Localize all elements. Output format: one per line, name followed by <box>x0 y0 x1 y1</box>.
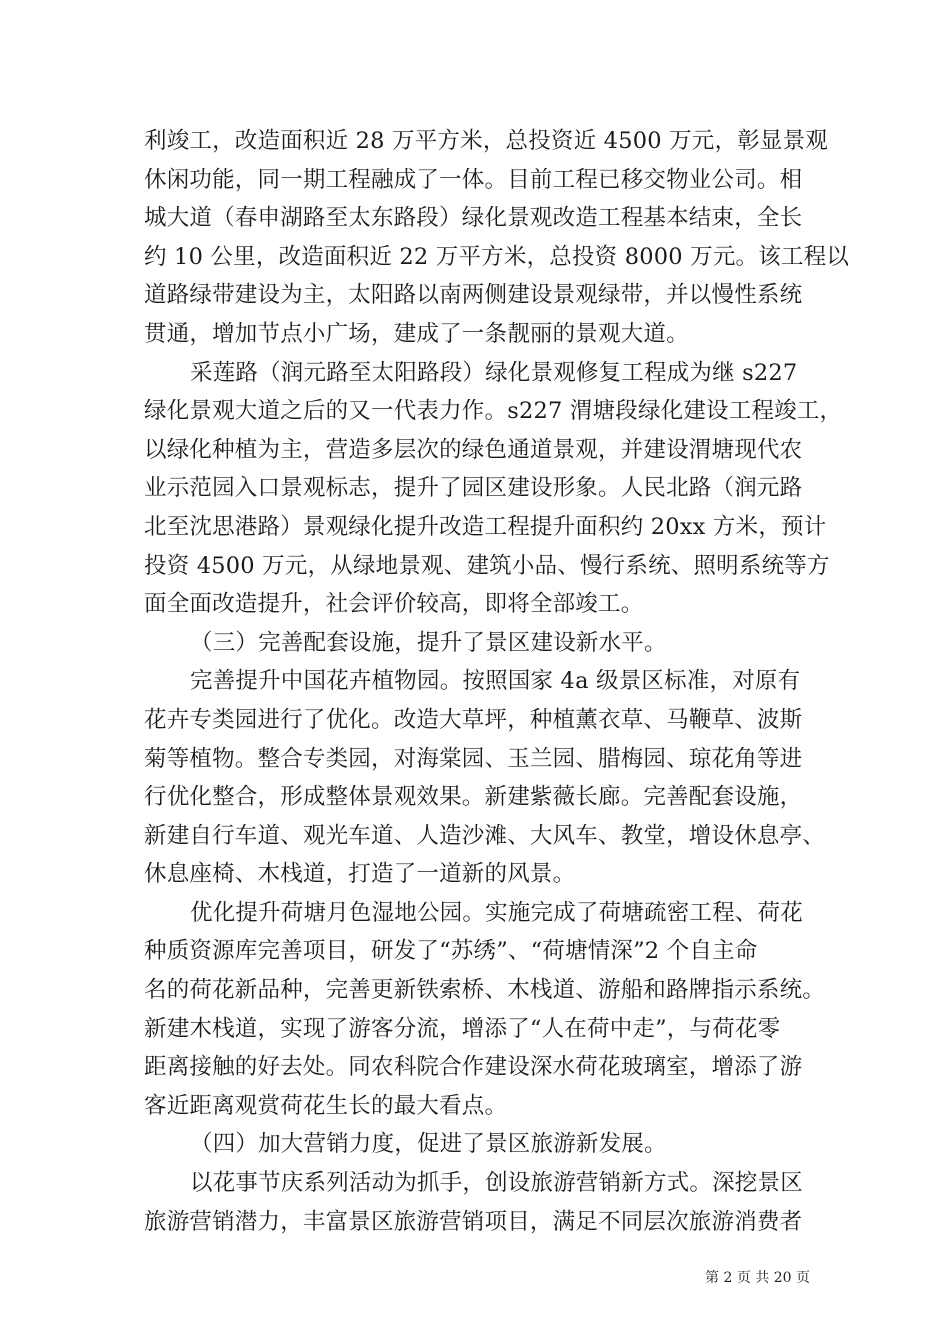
text-line: 完善提升中国花卉植物园。按照国家 4a 级景区标准，对原有 <box>190 668 801 695</box>
text-line: 客近距离观赏荷花生长的最大看点。 <box>144 1092 508 1119</box>
text-line: 新建木栈道，实现了游客分流，增添了“人在荷中走”，与荷花零 <box>144 1015 781 1042</box>
text-line: 名的荷花新品种，完善更新铁索桥、木栈道、游船和路牌指示系统。 <box>144 977 826 1004</box>
text-line: （三）完善配套设施，提升了景区建设新水平。 <box>190 629 667 656</box>
text-line: 道路绿带建设为主，太阳路以南两侧建设景观绿带，并以慢性系统 <box>144 282 803 309</box>
text-line: 新建自行车道、观光车道、人造沙滩、大风车、教堂，增设休息亭、 <box>144 822 826 849</box>
text-line: 以花事节庆系列活动为抓手，创设旅游营销新方式。深挖景区 <box>190 1170 803 1197</box>
text-line: 业示范园入口景观标志，提升了园区建设形象。人民北路（润元路 <box>144 475 803 502</box>
text-line: 优化提升荷塘月色湿地公园。实施完成了荷塘疏密工程、荷花 <box>190 899 803 926</box>
text-line: 休闲功能，同一期工程融成了一体。目前工程已移交物业公司。相 <box>144 166 803 193</box>
text-line: 贯通，增加节点小广场，建成了一条靓丽的景观大道。 <box>144 320 689 347</box>
text-line: 以绿化种植为主，营造多层次的绿色通道景观，并建设渭塘现代农 <box>144 436 803 463</box>
text-line: 菊等植物。整合专类园，对海棠园、玉兰园、腊梅园、琼花角等进 <box>144 745 803 772</box>
text-line: 休息座椅、木栈道，打造了一道新的风景。 <box>144 861 576 888</box>
text-line: 行优化整合，形成整体景观效果。新建紫薇长廊。完善配套设施， <box>144 784 803 811</box>
text-line: （四）加大营销力度，促进了景区旅游新发展。 <box>190 1131 667 1158</box>
text-line: 距离接触的好去处。同农科院合作建设深水荷花玻璃室，增添了游 <box>144 1054 803 1081</box>
text-line: 约 10 公里，改造面积近 22 万平方米，总投资 8000 万元。该工程以 <box>144 243 850 270</box>
text-line: 投资 4500 万元，从绿地景观、建筑小品、慢行系统、照明系统等方 <box>144 552 830 579</box>
text-line: 面全面改造提升，社会评价较高，即将全部竣工。 <box>144 591 644 618</box>
text-line: 利竣工，改造面积近 28 万平方米，总投资近 4500 万元，彰显景观 <box>144 128 829 154</box>
text-line: 绿化景观大道之后的又一代表力作。s227 渭塘段绿化建设工程竣工， <box>144 398 843 425</box>
page-number-footer: 第 2 页 共 20 页 <box>705 1270 810 1286</box>
text-line: 采莲路（润元路至太阳路段）绿化景观修复工程成为继 s227 <box>190 359 798 386</box>
text-line: 城大道（春申湖路至太东路段）绿化景观改造工程基本结束，全长 <box>144 205 803 232</box>
text-line: 花卉专类园进行了优化。改造大草坪，种植薰衣草、马鞭草、波斯 <box>144 706 803 733</box>
text-line: 北至沈思港路）景观绿化提升改造工程提升面积约 20xx 方米，预计 <box>144 513 827 540</box>
document-body <box>144 122 850 1241</box>
text-line: 种质资源库完善项目，研发了“苏绣”、“荷塘情深”2 个自主命 <box>144 938 758 965</box>
text-line: 旅游营销潜力，丰富景区旅游营销项目，满足不同层次旅游消费者 <box>144 1208 803 1235</box>
